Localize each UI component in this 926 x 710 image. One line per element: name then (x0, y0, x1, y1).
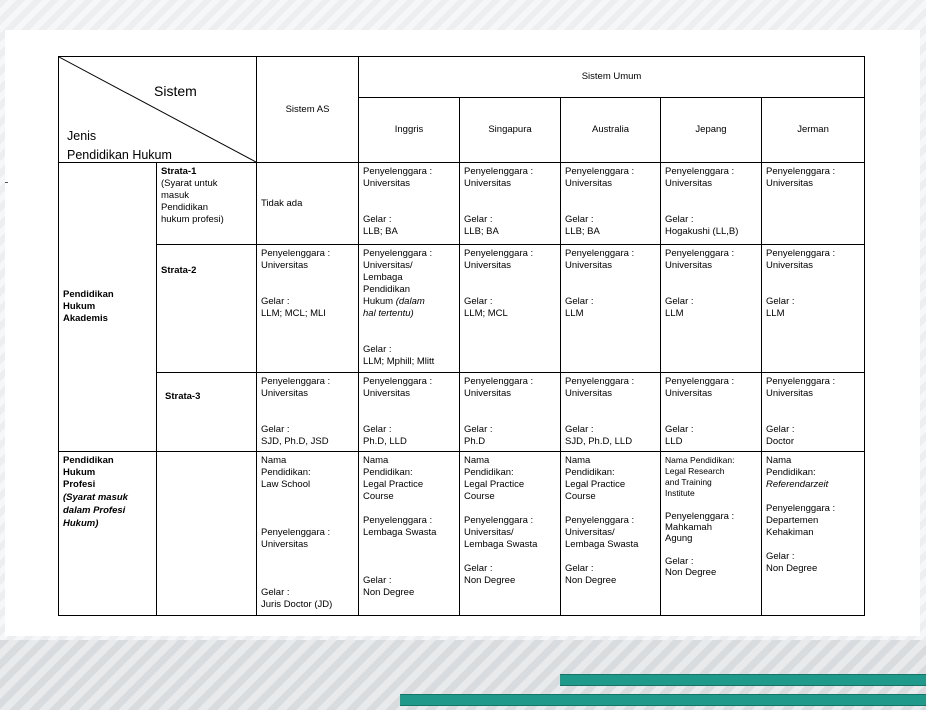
strata1-australia: Penyelenggara : Universitas Gelar : LLB; BA (561, 163, 661, 245)
strata3-label: Strata-3 (157, 373, 257, 452)
profesi-jerman: Nama Pendidikan: Referendarzeit Penyelenggara : Departemen Kehakiman Gelar : Non Degree (762, 452, 865, 616)
profesi-singapura: Nama Pendidikan: Legal Practice Course Penyelenggara : Universitas/ Lembaga Swasta Gelar : Non Degree (460, 452, 561, 616)
strata1-label-cell: Strata-1 (Syarat untuk masuk Pendidikan hukum profesi) (157, 163, 257, 245)
strata1-jerman: Penyelenggara : Universitas (762, 163, 865, 245)
header-inggris: Inggris (359, 98, 460, 163)
strata3-as: Penyelenggara : Universitas Gelar : SJD, Ph.D, JSD (257, 373, 359, 452)
strata2-australia: Penyelenggara : Universitas Gelar : LLM (561, 245, 661, 373)
group-label-akademis: Pendidikan Hukum Akademis (59, 163, 157, 452)
group-label-profesi: Pendidikan Hukum Profesi (Syarat masuk dalam Profesi Hukum) (59, 452, 157, 616)
profesi-australia: Nama Pendidikan: Legal Practice Course Penyelenggara : Universitas/ Lembaga Swasta Gelar : Non Degree (561, 452, 661, 616)
strata1-inggris: Penyelenggara : Universitas Gelar : LLB; BA (359, 163, 460, 245)
strata1-as: Tidak ada (257, 163, 359, 245)
strata3-jepang: Penyelenggara : Universitas Gelar : LLD (661, 373, 762, 452)
profesi-empty-cell (157, 452, 257, 616)
strata3-australia: Penyelenggara : Universitas Gelar : SJD, Ph.D, LLD (561, 373, 661, 452)
header-singapura: Singapura (460, 98, 561, 163)
header-jenis: Jenis Pendidikan Hukum (67, 129, 172, 162)
strata1-label: Strata-1 (161, 166, 197, 177)
margin-tick (5, 182, 8, 183)
strata3-inggris: Penyelenggara : Universitas Gelar : Ph.D, LLD (359, 373, 460, 452)
strata2-jepang: Penyelenggara : Universitas Gelar : LLM (661, 245, 762, 373)
strata3-singapura: Penyelenggara : Universitas Gelar : Ph.D (460, 373, 561, 452)
strata2-jerman: Penyelenggara : Universitas Gelar : LLM (762, 245, 865, 373)
header-australia: Australia (561, 98, 661, 163)
strata2-inggris: Penyelenggara : Universitas/ Lembaga Pendidikan Hukum (dalam hal tertentu) Gelar : LLM; Mphill; Mlitt (359, 245, 460, 373)
strata2-singapura: Penyelenggara : Universitas Gelar : LLM; MCL (460, 245, 561, 373)
profesi-jepang: Nama Pendidikan: Legal Research and Training Institute Penyelenggara : Mahkamah Agung Gelar : Non Degree (661, 452, 762, 616)
header-jepang: Jepang (661, 98, 762, 163)
strata1-jepang: Penyelenggara : Universitas Gelar : Hogakushi (LL,B) (661, 163, 762, 245)
strata2-as: Penyelenggara : Universitas Gelar : LLM; MCL; MLI (257, 245, 359, 373)
profesi-as: Nama Pendidikan: Law School Penyelenggara : Universitas Gelar : Juris Doctor (JD) (257, 452, 359, 616)
profesi-inggris: Nama Pendidikan: Legal Practice Course Penyelenggara : Lembaga Swasta Gelar : Non Degree (359, 452, 460, 616)
header-sistem-as: Sistem AS (257, 57, 359, 163)
accent-bar-top (560, 674, 926, 686)
comparison-table (58, 56, 865, 616)
strata2-label: Strata-2 (157, 245, 257, 373)
header-sistem-umum: Sistem Umum (359, 57, 865, 98)
header-jerman: Jerman (762, 98, 865, 163)
header-sistem: Sistem (154, 83, 197, 99)
header-diagonal-cell (59, 57, 257, 163)
strata3-jerman: Penyelenggara : Universitas Gelar : Doctor (762, 373, 865, 452)
strata1-singapura: Penyelenggara : Universitas Gelar : LLB; BA (460, 163, 561, 245)
accent-bar-bottom (400, 694, 926, 706)
